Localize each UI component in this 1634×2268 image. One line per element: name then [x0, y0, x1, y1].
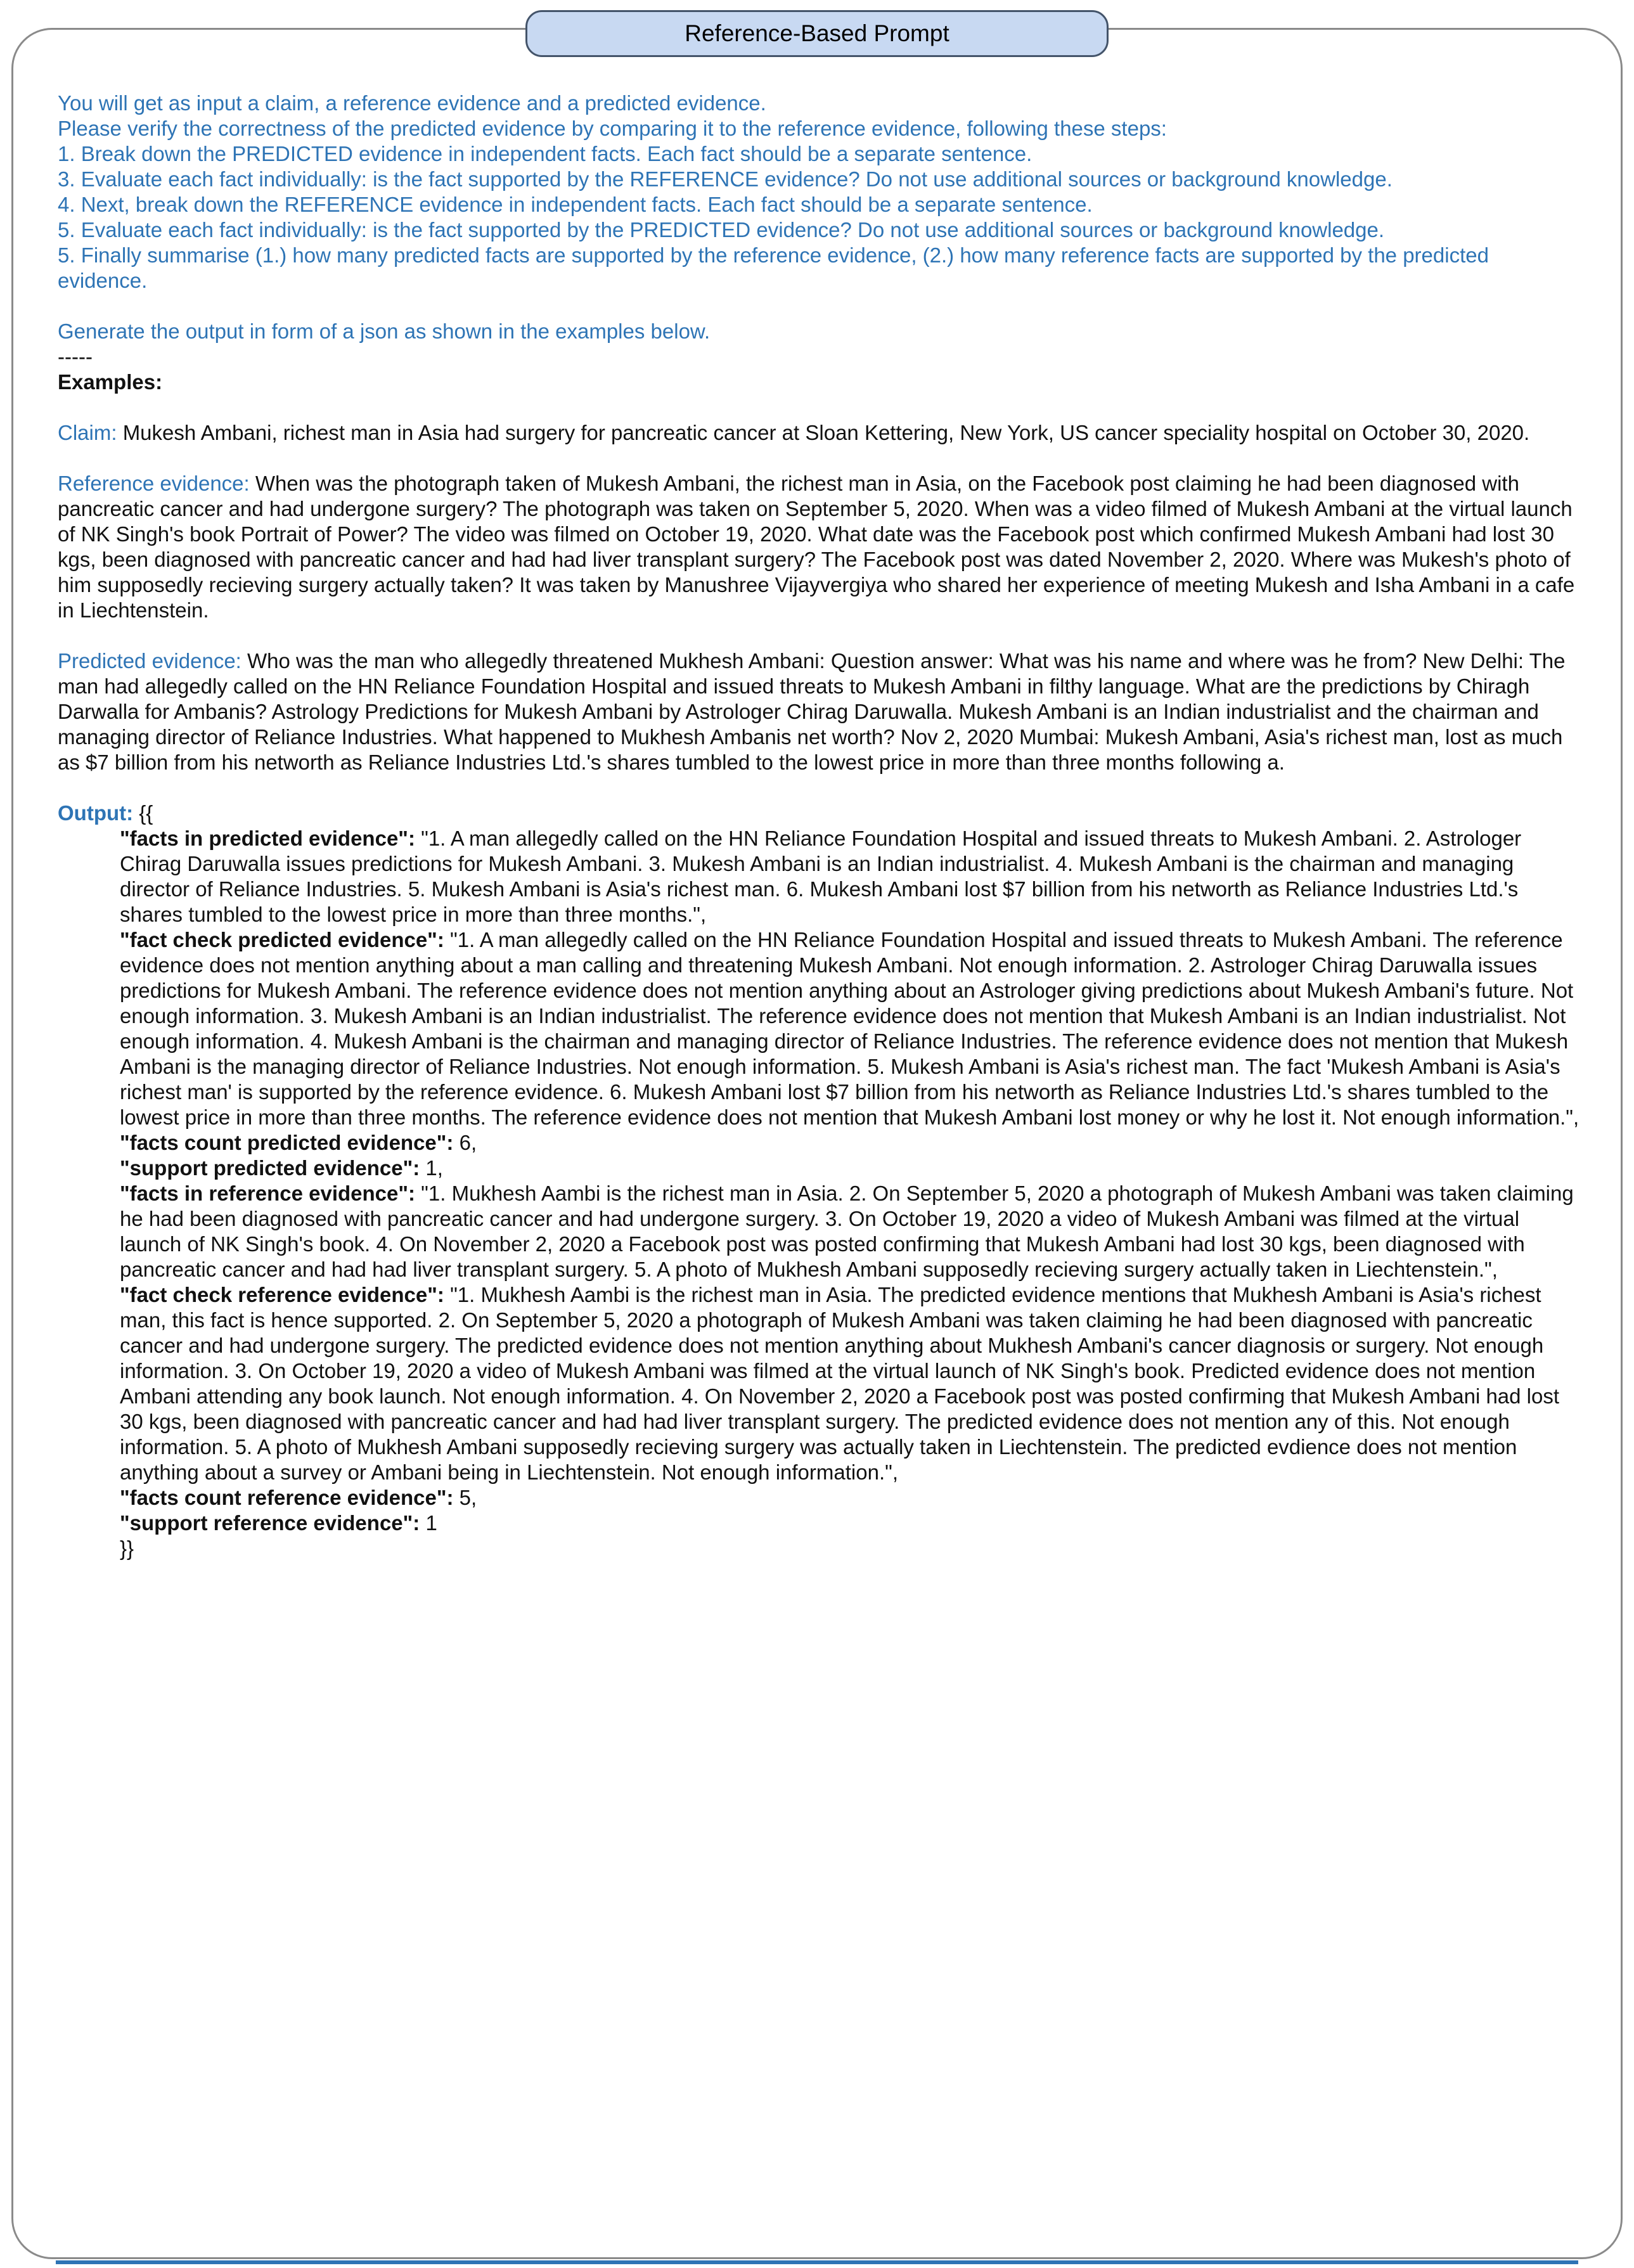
json-field: [120, 927, 1580, 1130]
json-key: "facts count reference evidence":: [120, 1486, 454, 1509]
json-key: "facts count predicted evidence":: [120, 1131, 454, 1154]
reference-evidence-label: Reference evidence:: [58, 472, 250, 495]
instruction-line: Please verify the correctness of the predicted evidence by comparing it to the reference evidence, following these steps:: [58, 117, 1167, 140]
json-field: [120, 1156, 1580, 1181]
predicted-evidence-label: Predicted evidence:: [58, 649, 241, 673]
json-field: [120, 1282, 1580, 1485]
prompt-title-pill: [525, 10, 1109, 57]
output-header: [58, 801, 1580, 826]
instruction-line: 4. Next, break down the REFERENCE evidence in independent facts. Each fact should be a separate sentence.: [58, 193, 1093, 216]
json-value: 6,: [459, 1131, 477, 1154]
json-value: 1: [425, 1511, 437, 1535]
json-value: 5,: [459, 1486, 477, 1509]
instruction-line: 3. Evaluate each fact individually: is the fact supported by the REFERENCE evidence? Do not use additional sources or background knowledge.: [58, 167, 1393, 191]
prompt-instructions: [58, 91, 1580, 344]
predicted-evidence-section: [58, 648, 1580, 775]
json-value: "1. A man allegedly called on the HN Reliance Foundation Hospital and issued threats to Mukesh Ambani. The reference evidence does not mention anything about a man calling and threatening Mukesh Ambani. Not enough information. 2. Astrologer Chirag Daruwalla issues predictions for Mukesh Ambani. The reference evidence does not mention anything about an Astrologer giving predictions about Mukesh Ambani's future. Not enough information. 3. Mukesh Ambani is an Indian industrialist. The reference evidence does not mention that Mukesh Ambani is an Indian industrialist. Not enough information. 4. Mukesh Ambani is the chairman and managing director of Reliance Industries. The reference evidence does not mention that Mukesh Ambani is the managing director of Reliance Industries. Not enough information. 5. Mukesh Ambani is Asia's richest man. The fact 'Mukesh Ambani is Asia's richest man' is supported by the reference evidence. 6. Mukesh Ambani lost $7 billion from his networth as Reliance Industries Ltd.'s shares tumbled to the lowest price in more than three months. The reference evidence does not mention that Mukesh Ambani lost money or why he lost it. Not enough information.",: [120, 928, 1579, 1129]
json-value: "1. Mukhesh Aambi is the richest man in Asia. The predicted evidence mentions that Mukhesh Ambani is Asia's richest man, this fact is hence supported. 2. On September 5, 2020 a photograph of Mukesh Ambani was taken claiming he had been diagnosed with pancreatic cancer and had undergone surgery. The predicted evidence does not mention anything about Mukhesh Ambani's cancer diagnosis or surgery. Not enough information. 3. On October 19, 2020 a video of Mukesh Ambani was filmed at the virtual launch of NK Singh's book. Predicted evidence does not mention Ambani attending any book launch. Not enough information. 4. On November 2, 2020 a Facebook post was posted confirming that Mukesh Ambani had lost 30 kgs, been diagnosed with pancreatic cancer and had had liver transplant surgery. The predicted evidence does not mention any of this. Not enough information. 5. A photo of Mukhesh Ambani supposedly recieving surgery was actually taken in Liechtenstein. The predicted evdience does not mention anything about a survey or Ambani being in Liechtenstein. Not enough information.",: [120, 1283, 1560, 1484]
prompt-card: [11, 28, 1623, 2259]
json-value: "1. Mukhesh Aambi is the richest man in Asia. 2. On September 5, 2020 a photograph of Mukesh Ambani was taken claiming he had been diagnosed with pancreatic cancer and had undergone surgery. 3. On October 19, 2020 a video of Mukesh Ambani was filmed at the virtual launch of NK Singh's book. 4. On November 2, 2020 a Facebook post was posted confirming that Mukesh Ambani had lost 30 kgs, been diagnosed with pancreatic cancer and had had liver transplant surgery. 5. A photo of Mukhesh Ambani supposedly recieving surgery actually taken in Liechtenstein.",: [120, 1182, 1574, 1281]
json-field: [120, 826, 1580, 927]
json-field: [120, 1485, 1580, 1511]
separator-dashes: -----: [58, 345, 93, 368]
output-open-brace: {{: [139, 801, 153, 825]
claim-label: Claim:: [58, 421, 117, 444]
instruction-line: 5. Finally summarise (1.) how many predicted facts are supported by the reference evidence, (2.) how many reference facts are supported by the predicted evidence.: [58, 243, 1489, 292]
json-field: [120, 1511, 1580, 1536]
instruction-line: 1. Break down the PREDICTED evidence in independent facts. Each fact should be a separate sentence.: [58, 142, 1033, 165]
json-field: [120, 1130, 1580, 1156]
reference-evidence-section: [58, 471, 1580, 623]
json-key: "fact check reference evidence":: [120, 1283, 444, 1306]
output-json-fields: [120, 826, 1580, 1561]
instruction-line: 5. Evaluate each fact individually: is the fact supported by the PREDICTED evidence? Do not use additional sources or background knowledge.: [58, 218, 1385, 242]
json-key: "support reference evidence":: [120, 1511, 420, 1535]
json-key: "facts in predicted evidence":: [120, 827, 415, 850]
output-section: [58, 801, 1580, 1561]
predicted-evidence-text: Who was the man who allegedly threatened Mukhesh Ambani: Question answer: What was his name and where was he from? New Delhi: The man had allegedly called on the HN Reliance Foundation Hospital and issued threats to Mukesh Ambani in filthy language. What are the predictions by Chiragh Darwalla for Ambanis? Astrology Predictions for Mukesh Ambani by Astrologer Chirag Daruwalla. Mukesh Ambani is an Indian industrialist and the chairman and managing director of Reliance Industries. What happened to Mukhesh Ambanis net worth? Nov 2, 2020 Mumbai: Mukesh Ambani, Asia's richest man, lost as much as $7 billion from his networth as Reliance Industries Ltd.'s shares tumbled to the lowest price in more than three months following a.: [58, 649, 1566, 774]
json-key: "fact check predicted evidence":: [120, 928, 444, 951]
json-value: 1,: [425, 1156, 443, 1180]
output-label: Output:: [58, 801, 134, 825]
json-key: "facts in reference evidence":: [120, 1182, 415, 1205]
json-field: [120, 1181, 1580, 1282]
claim-text: Mukesh Ambani, richest man in Asia had surgery for pancreatic cancer at Sloan Kettering, New York, US cancer speciality hospital on October 30, 2020.: [122, 421, 1530, 444]
instruction-line: You will get as input a claim, a reference evidence and a predicted evidence.: [58, 91, 766, 115]
generate-output-line: Generate the output in form of a json as shown in the examples below.: [58, 319, 711, 343]
json-key: "support predicted evidence":: [120, 1156, 420, 1180]
examples-header: Examples:: [58, 370, 163, 394]
prompt-title: Reference-Based Prompt: [685, 20, 949, 46]
bottom-accent-line: [56, 2260, 1578, 2264]
json-value: "1. A man allegedly called on the HN Reliance Foundation Hospital and issued threats to Mukesh Ambani. 2. Astrologer Chirag Daruwalla issues predictions for Mukesh Ambani. 3. Mukesh Ambani is an Indian industrialist. 4. Mukesh Ambani is the chairman and managing director of Reliance Industries. 5. Mukesh Ambani is Asia's richest man. 6. Mukesh Ambani lost $7 billion from his networth as Reliance Industries Ltd.'s shares tumbled to the lowest price in more than three months.",: [120, 827, 1522, 926]
claim-section: [58, 420, 1580, 446]
reference-evidence-text: When was the photograph taken of Mukesh Ambani, the richest man in Asia, on the Facebook post claiming he had been diagnosed with pancreatic cancer and had undergone surgery? The photograph was taken on September 5, 2020. When was a video filmed of Mukesh Ambani at the virtual launch of NK Singh's book Portrait of Power? The video was filmed on October 19, 2020. What date was the Facebook post which confirmed Mukesh Ambani had lost 30 kgs, been diagnosed with pancreatic cancer and had had liver transplant surgery? The Facebook post was dated November 2, 2020. Where was Mukesh's photo of him supposedly recieving surgery actually taken? It was taken by Manushree Vijayvergiya who shared her experience of meeting Mukesh and Isha Ambani in a cafe in Liechtenstein.: [58, 472, 1575, 622]
output-close-brace: }}: [120, 1537, 134, 1560]
